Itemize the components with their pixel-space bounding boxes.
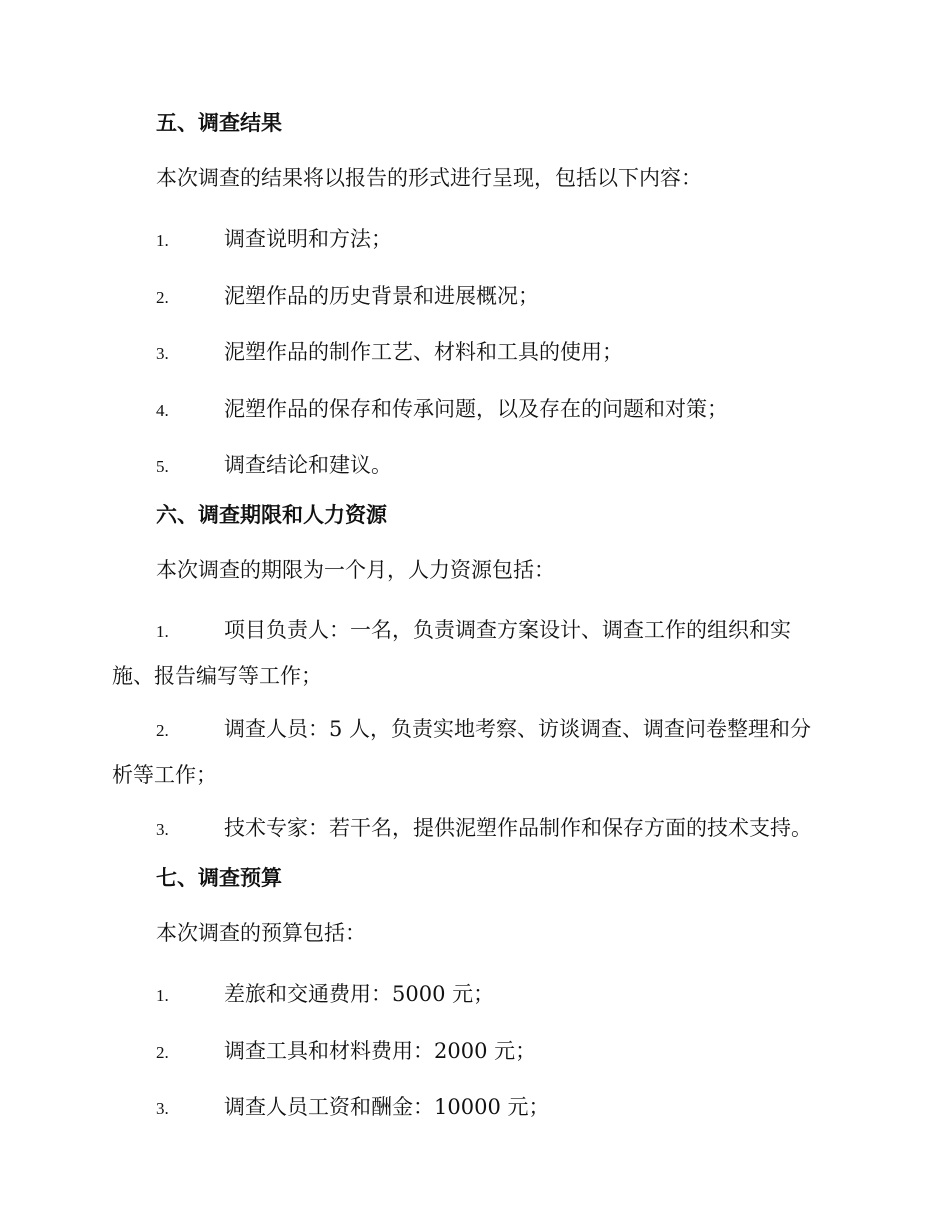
- list-item-number: 1.: [156, 231, 169, 250]
- list-item: [112, 608, 830, 698]
- list-item-number: 5.: [156, 457, 169, 476]
- list-item-number: 2.: [156, 287, 169, 307]
- list-item-text: 技术专家：若干名，提供泥塑作品制作和保存方面的技术支持。: [224, 816, 812, 840]
- list-item: [112, 971, 830, 1019]
- list-item-text: 泥塑作品的制作工艺、材料和工具的使用；: [224, 340, 623, 364]
- list-item: [112, 805, 830, 853]
- section-intro: 本次调查的期限为一个月，人力资源包括：: [156, 558, 555, 582]
- list-item-number: 3.: [156, 1099, 169, 1118]
- list-item-number: 1.: [156, 986, 169, 1005]
- section-heading: 六、调查期限和人力资源: [156, 502, 387, 527]
- list-item-text: 调查结论和建议。: [224, 453, 392, 477]
- list-item: [112, 273, 830, 321]
- list-item-number: 2.: [156, 1042, 169, 1062]
- list-item-text: 调查人员：5 人，负责实地考察、访谈调查、调查问卷整理和分析等工作；: [112, 716, 812, 787]
- list-item: [112, 1028, 830, 1076]
- list-item: [112, 216, 830, 264]
- list-item-text: 调查工具和材料费用：2000 元；: [224, 1038, 537, 1063]
- list-item: [112, 386, 830, 434]
- list-item-number: 2.: [156, 720, 169, 740]
- list-item-text: 调查说明和方法；: [224, 227, 392, 251]
- list-item-text: 项目负责人：一名，负责调查方案设计、调查工作的组织和实施、报告编写等工作；: [112, 618, 791, 688]
- list-item: [112, 1084, 830, 1132]
- list-item: [112, 707, 830, 797]
- list-item-number: 1.: [156, 622, 169, 641]
- list-item-text: 差旅和交通费用：5000 元；: [224, 982, 495, 1006]
- section-heading: 七、调查预算: [156, 865, 282, 890]
- list-item-number: 3.: [156, 344, 169, 363]
- section-heading: 五、调查结果: [156, 110, 282, 135]
- list-item-number: 4.: [156, 400, 169, 420]
- section-intro: 本次调查的结果将以报告的形式进行呈现，包括以下内容：: [156, 166, 702, 190]
- list-item: [112, 442, 830, 490]
- list-item-text: 调查人员工资和酬金：10000 元；: [224, 1095, 550, 1119]
- list-item-number: 3.: [156, 820, 169, 839]
- section-intro: 本次调查的预算包括：: [156, 921, 366, 945]
- list-item-text: 泥塑作品的保存和传承问题，以及存在的问题和对策；: [224, 396, 728, 421]
- list-item-text: 泥塑作品的历史背景和进展概况；: [224, 283, 539, 308]
- list-item: [112, 329, 830, 377]
